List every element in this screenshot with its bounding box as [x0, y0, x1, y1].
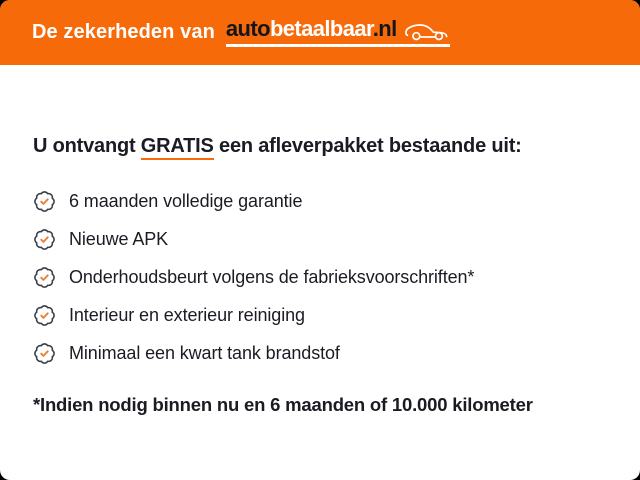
list-item-label: Minimaal een kwart tank brandstof	[69, 342, 340, 363]
badge-check-icon	[33, 304, 56, 327]
list-item	[33, 258, 607, 296]
car-icon	[404, 19, 450, 43]
header-title: De zekerheden van	[32, 21, 215, 43]
heading-post: een afleverpakket bestaande uit:	[213, 135, 522, 157]
badge-check-icon	[33, 190, 56, 213]
badge-check-icon	[33, 342, 56, 365]
list-item-label: Interieur en exterieur reiniging	[69, 304, 305, 325]
header-banner	[0, 0, 640, 65]
logo-part-betaalbaar: betaalbaar	[269, 16, 373, 41]
benefits-list	[33, 182, 607, 372]
badge-check-icon	[33, 228, 56, 251]
heading-pre: U ontvangt	[33, 135, 141, 157]
footnote: *Indien nodig binnen nu en 6 maanden of 10.000 kilometer	[33, 394, 533, 415]
brand-logo	[226, 18, 450, 47]
list-item-label: Onderhoudsbeurt volgens de fabrieksvoorschriften*	[69, 266, 475, 287]
logo-part-auto: auto	[225, 16, 270, 41]
list-item	[33, 182, 607, 220]
list-item	[33, 334, 607, 372]
list-item	[33, 296, 607, 334]
list-item-label: 6 maanden volledige garantie	[69, 190, 303, 211]
page-title	[33, 134, 607, 158]
list-item-label: Nieuwe APK	[69, 228, 169, 249]
logo-part-nl: .nl	[372, 16, 397, 41]
promo-body	[0, 134, 640, 416]
list-item	[33, 220, 607, 258]
gratis-highlight: GRATIS	[141, 135, 214, 160]
brand-logo-text	[226, 18, 397, 40]
badge-check-icon	[33, 266, 56, 289]
